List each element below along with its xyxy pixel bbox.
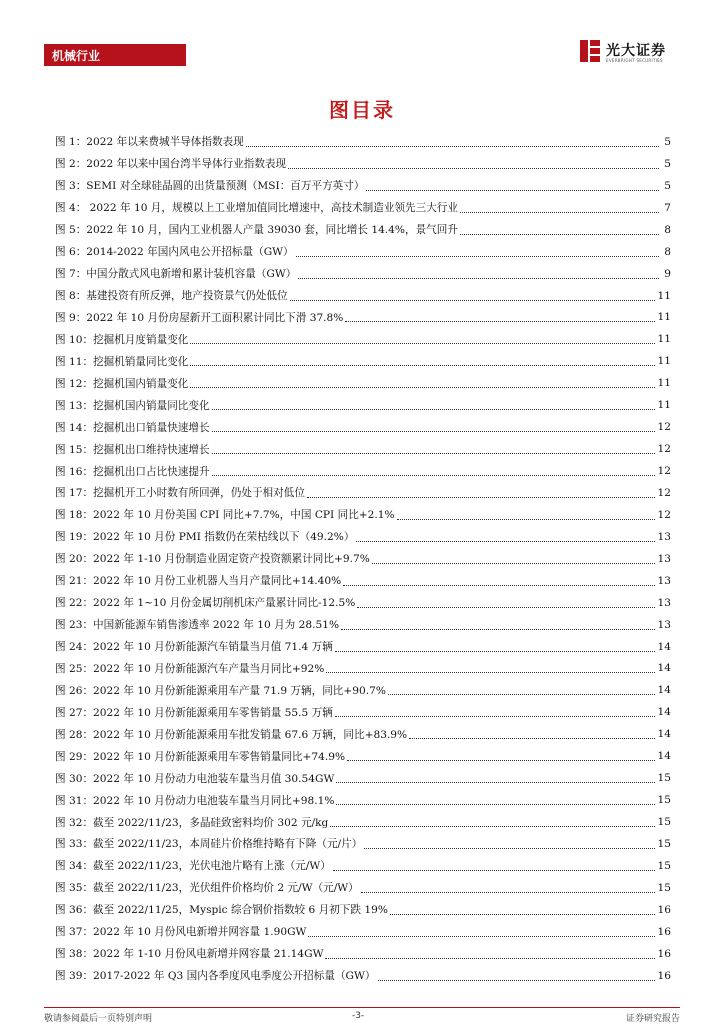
toc-entry-label: 图 22：2022 年 1~10 月份金属切削机床产量累计同比-12.5% [55, 597, 356, 610]
toc-entry-label: 图 3：SEMI 对全球硅晶圆的出货量预测（MSI：百万平方英寸） [55, 180, 365, 193]
toc-entry-page: 8 [664, 223, 671, 236]
toc-entry-page: 11 [657, 377, 671, 390]
footer-report-type: 证券研究报告 [625, 1014, 680, 1024]
toc-entry[interactable] [55, 307, 671, 329]
toc-entry-page: 15 [657, 794, 671, 807]
toc-dot-leader [345, 320, 654, 322]
toc-dot-leader [326, 671, 654, 673]
toc-entry-page: 15 [657, 772, 671, 785]
toc-entry-label: 图 18：2022 年 10 月份美国 CPI 同比+7.7%，中国 CPI 同比+2.1% [55, 509, 395, 522]
toc-entry-label: 图 10：挖掘机月度销量变化 [55, 333, 189, 346]
toc-entry-page: 12 [657, 465, 671, 478]
toc-dot-leader [298, 277, 659, 279]
toc-dot-leader [378, 979, 655, 981]
toc-entry[interactable] [55, 658, 671, 680]
toc-entry-label: 图 34：截至 2022/11/23，光伏电池片略有上涨（元/W） [55, 860, 331, 873]
toc-entry[interactable] [55, 504, 671, 526]
toc-dot-leader [333, 869, 655, 871]
toc-entry[interactable] [55, 285, 671, 307]
toc-entry[interactable] [55, 219, 671, 241]
toc-entry-label: 图 26：2022 年 10 月份新能源乘用车产量 71.9 万辆，同比+90.7% [55, 684, 386, 697]
toc-entry-label: 图 24：2022 年 10 月份新能源汽车销量当月值 71.4 万辆 [55, 641, 333, 654]
toc-entry-label: 图 20：2022 年 1-10 月份制造业固定资产投资额累计同比+9.7% [55, 553, 370, 566]
toc-entry[interactable] [55, 175, 671, 197]
toc-dot-leader [388, 693, 655, 695]
toc-entry[interactable] [55, 241, 671, 263]
toc-entry-label: 图 37：2022 年 10 月份风电新增并网容量 1.90GW [55, 926, 307, 939]
toc-dot-leader [341, 628, 654, 630]
toc-entry-page: 12 [657, 443, 671, 456]
toc-entry-page: 14 [657, 706, 671, 719]
toc-entry-label: 图 25：2022 年 10 月份新能源汽车产量当月同比+92% [55, 662, 325, 675]
toc-dot-leader [190, 342, 654, 344]
toc-entry[interactable] [55, 460, 671, 482]
toc-entry-label: 图 4： 2022 年 10 月，规模以上工业增加值同比增速中，高技术制造业领先三大行业 [55, 202, 459, 215]
toc-dot-leader [364, 847, 654, 849]
toc-entry[interactable] [55, 833, 671, 855]
toc-entry-label: 图 28：2022 年 10 月份新能源乘用车批发销量 67.6 万辆，同比+83.9% [55, 728, 408, 741]
section-banner [44, 44, 186, 66]
toc-entry-label: 图 36：截至 2022/11/25，Myspic 综合钢价指数较 6 月初下跌 19% [55, 904, 388, 917]
toc-entry-page: 14 [657, 750, 671, 763]
toc-entry-page: 11 [657, 355, 671, 368]
toc-entry-page: 13 [657, 552, 671, 565]
toc-dot-leader [336, 781, 654, 783]
toc-dot-leader [212, 408, 655, 410]
toc-entry-label: 图 35：截至 2022/11/23，光伏组件价格均价 2 元/W（元/W） [55, 882, 359, 895]
toc-dot-leader [212, 474, 655, 476]
toc-entry[interactable] [55, 592, 671, 614]
section-label: 机械行业 [52, 49, 101, 63]
toc-entry-label: 图 29：2022 年 10 月份新能源乘用车零售销量同比+74.9% [55, 750, 346, 763]
toc-entry-label: 图 8：基建投资有所反弹，地产投资景气仍处低位 [55, 290, 288, 303]
toc-dot-leader [335, 715, 655, 717]
toc-entry[interactable] [55, 767, 671, 789]
toc-entry[interactable] [55, 965, 671, 987]
toc-entry-label: 图 30：2022 年 10 月份动力电池装车量当月值 30.54GW [55, 772, 335, 785]
toc-entry-label: 图 27：2022 年 10 月份新能源乘用车零售销量 55.5 万辆 [55, 706, 333, 719]
toc-entry-label: 图 15：挖掘机出口维持快速增长 [55, 443, 210, 456]
toc-dot-leader [290, 299, 655, 301]
toc-entry-label: 图 16：挖掘机出口占比快速提升 [55, 465, 210, 478]
toc-entry-page: 11 [657, 311, 671, 324]
toc-entry[interactable] [55, 745, 671, 767]
toc-dot-leader [409, 737, 654, 739]
toc-entry-label: 图 21：2022 年 10 月份工业机器人当月产量同比+14.40% [55, 575, 342, 588]
toc-entry-page: 16 [657, 903, 671, 916]
toc-entry[interactable] [55, 153, 671, 175]
toc-entry[interactable] [55, 328, 671, 350]
toc-entry[interactable] [55, 943, 671, 965]
toc-entry[interactable] [55, 548, 671, 570]
toc-entry-page: 5 [664, 179, 671, 192]
toc-entry-label: 图 23：中国新能源车销售渗透率 2022 年 10 月为 28.51% [55, 619, 340, 632]
toc-dot-leader [212, 452, 655, 454]
toc-entry-label: 图 17：挖掘机开工小时数有所回弹，仍处于相对低位 [55, 487, 305, 500]
toc-entry-label: 图 14：挖掘机出口销量快速增长 [55, 421, 210, 434]
toc-dot-leader [296, 255, 659, 257]
toc-entry-label: 图 1：2022 年以来费城半导体指数表现 [55, 136, 244, 149]
toc-entry-label: 图 12：挖掘机国内销量变化 [55, 377, 189, 390]
toc-dot-leader [361, 891, 655, 893]
toc-entry[interactable] [55, 789, 671, 811]
toc-entry-page: 16 [657, 969, 671, 982]
toc-entry[interactable] [55, 372, 671, 394]
toc-entry[interactable] [55, 855, 671, 877]
toc-dot-leader [212, 430, 655, 432]
toc-entry[interactable] [55, 394, 671, 416]
toc-entry[interactable] [55, 899, 671, 921]
toc-dot-leader [397, 518, 655, 520]
toc-entry-label: 图 6：2014-2022 年国内风电公开招标量（GW） [55, 246, 294, 259]
toc-dot-leader [357, 606, 654, 608]
toc-entry-label: 图 31：2022 年 10 月份动力电池装车量当月同比+98.1% [55, 794, 335, 807]
toc-dot-leader [390, 913, 655, 915]
toc-entry[interactable] [55, 438, 671, 460]
toc-entry-page: 12 [657, 486, 671, 499]
toc-entry[interactable] [55, 811, 671, 833]
figure-list [55, 131, 671, 987]
toc-dot-leader [460, 233, 659, 235]
toc-entry-page: 15 [657, 837, 671, 850]
toc-dot-leader [335, 650, 655, 652]
toc-entry[interactable] [55, 921, 671, 943]
toc-entry[interactable] [55, 877, 671, 899]
toc-dot-leader [343, 584, 654, 586]
toc-entry[interactable] [55, 350, 671, 372]
brand-name: 光大证券 [606, 43, 666, 59]
toc-entry-label: 图 11：挖掘机销量同比变化 [55, 355, 189, 368]
toc-entry-page: 14 [657, 684, 671, 697]
toc-entry-page: 16 [657, 947, 671, 960]
toc-entry-label: 图 32：截至 2022/11/23，多晶硅致密料均价 302 元/kg [55, 816, 329, 829]
toc-entry-label: 图 19：2022 年 10 月份 PMI 指数仍在荣枯线以下（49.2%） [55, 531, 355, 544]
toc-dot-leader [308, 935, 654, 937]
toc-entry[interactable] [55, 679, 671, 701]
toc-entry[interactable] [55, 416, 671, 438]
brand-logo [578, 38, 688, 68]
toc-entry[interactable] [55, 701, 671, 723]
toc-dot-leader [372, 562, 655, 564]
toc-entry-label: 图 9：2022 年 10 月份房屋新开工面积累计同比下滑 37.8% [55, 311, 344, 324]
toc-entry-label: 图 39：2017-2022 年 Q3 国内各季度风电季度公开招标量（GW） [55, 970, 376, 983]
toc-entry-page: 7 [664, 201, 671, 214]
toc-entry-page: 5 [664, 157, 671, 170]
toc-entry-label: 图 13：挖掘机国内销量同比变化 [55, 399, 210, 412]
toc-dot-leader [366, 189, 659, 191]
brand-subtitle: EVERBRIGHT SECURITIES [606, 58, 663, 63]
toc-entry-label: 图 33：截至 2022/11/23，本周硅片价格维持略有下降（元/片） [55, 838, 363, 851]
toc-entry-page: 5 [664, 135, 671, 148]
toc-entry-page: 16 [657, 925, 671, 938]
toc-entry[interactable] [55, 131, 671, 153]
toc-entry-page: 14 [657, 728, 671, 741]
toc-entry[interactable] [55, 482, 671, 504]
toc-entry-page: 11 [657, 333, 671, 346]
toc-entry-page: 14 [657, 662, 671, 675]
toc-entry-page: 8 [664, 245, 671, 258]
brand-logo-icon [578, 38, 602, 64]
toc-entry-label: 图 5：2022 年 10 月，国内工业机器人产量 39030 套，同比增长 14.4%，景气回升 [55, 224, 458, 237]
toc-entry[interactable] [55, 570, 671, 592]
toc-dot-leader [325, 957, 654, 959]
toc-entry[interactable] [55, 197, 671, 219]
toc-entry[interactable] [55, 526, 671, 548]
toc-dot-leader [330, 825, 654, 827]
toc-entry[interactable] [55, 263, 671, 285]
toc-entry-page: 15 [657, 816, 671, 829]
toc-dot-leader [307, 496, 655, 498]
toc-entry-page: 13 [657, 618, 671, 631]
toc-entry-page: 14 [657, 640, 671, 653]
toc-entry-label: 图 38：2022 年 1-10 月份风电新增并网容量 21.14GW [55, 948, 324, 961]
toc-dot-leader [246, 145, 659, 147]
toc-entry-page: 13 [657, 574, 671, 587]
toc-entry[interactable] [55, 723, 671, 745]
toc-entry-page: 15 [657, 859, 671, 872]
toc-entry-page: 12 [657, 508, 671, 521]
toc-entry[interactable] [55, 614, 671, 636]
footer-disclaimer: 敬请参阅最后一页特别声明 [44, 1014, 153, 1024]
toc-dot-leader [347, 759, 655, 761]
toc-entry-page: 15 [657, 881, 671, 894]
toc-dot-leader [460, 211, 659, 213]
toc-entry-page: 9 [664, 267, 671, 280]
footer-page-number: -3- [352, 1011, 365, 1021]
toc-dot-leader [190, 386, 654, 388]
toc-dot-leader [190, 364, 654, 366]
toc-entry-page: 11 [657, 289, 671, 302]
toc-entry-label: 图 7：中国分散式风电新增和累计装机容量（GW） [55, 268, 297, 281]
toc-entry-page: 12 [657, 421, 671, 434]
page-title: 图目录 [329, 98, 395, 122]
toc-entry[interactable] [55, 636, 671, 658]
toc-entry-page: 13 [657, 596, 671, 609]
footer-divider [44, 1007, 680, 1008]
toc-entry-page: 11 [657, 399, 671, 412]
toc-entry-label: 图 2：2022 年以来中国台湾半导体行业指数表现 [55, 158, 287, 171]
toc-dot-leader [288, 167, 659, 169]
toc-dot-leader [336, 803, 654, 805]
toc-entry-page: 13 [657, 530, 671, 543]
toc-dot-leader [356, 540, 654, 542]
